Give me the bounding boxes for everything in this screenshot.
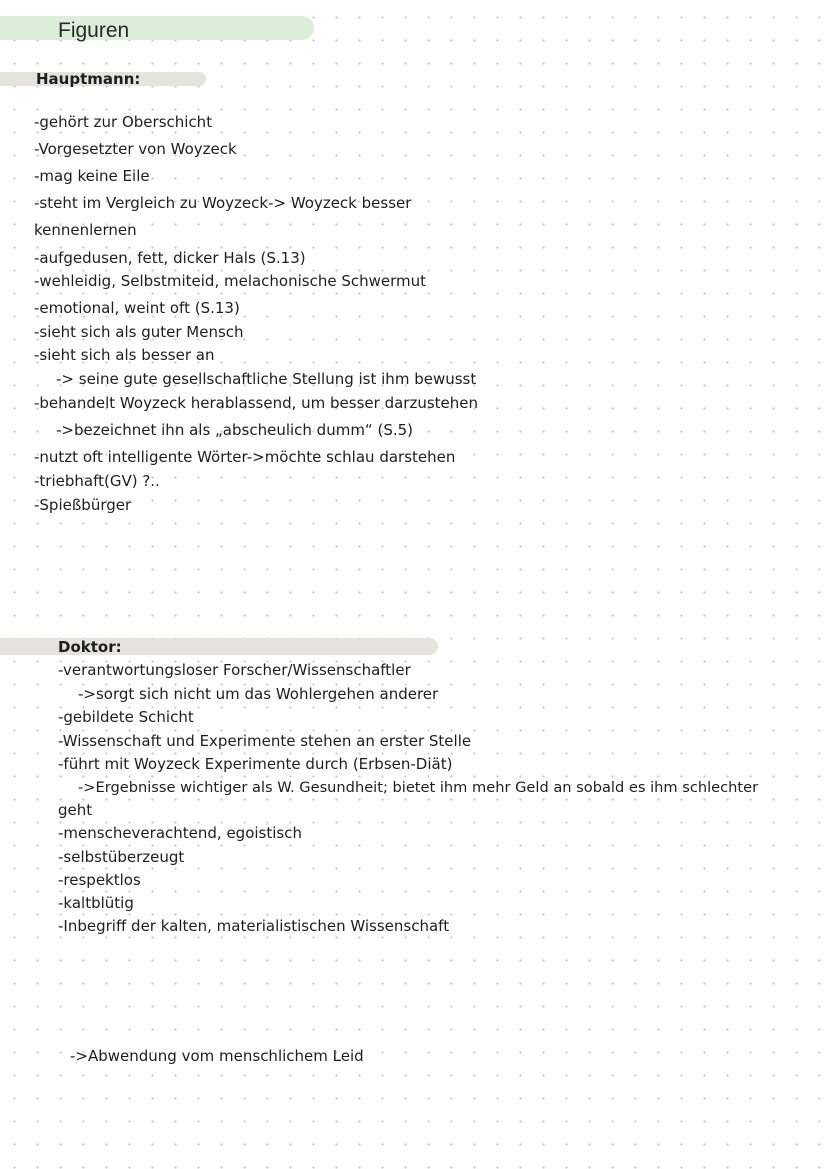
hauptmann-note: -sieht sich als guter Mensch bbox=[34, 323, 244, 341]
doktor-note: ->Ergebnisse wichtiger als W. Gesundheit; bietet ihm mehr Geld an sobald es ihm schlechter bbox=[78, 779, 759, 796]
hauptmann-note: -nutzt oft intelligente Wörter->möchte schlau darstehen bbox=[34, 448, 456, 466]
hauptmann-note: kennenlernen bbox=[34, 221, 137, 239]
hauptmann-note: -Spießbürger bbox=[34, 496, 132, 514]
hauptmann-note: -steht im Vergleich zu Woyzeck-> Woyzeck besser bbox=[34, 194, 412, 212]
hauptmann-note: ->bezeichnet ihn als „abscheulich dumm“ (S.5) bbox=[56, 421, 414, 439]
doktor-note: -kaltblütig bbox=[58, 894, 134, 912]
hauptmann-note: -wehleidig, Selbstmiteid, melachonische Schwermut bbox=[34, 272, 427, 290]
doktor-note: -selbstüberzeugt bbox=[58, 848, 185, 866]
page-title: Figuren bbox=[58, 19, 130, 42]
hauptmann-note: -> seine gute gesellschaftliche Stellung ist ihm bewusst bbox=[56, 370, 477, 388]
hauptmann-note: -behandelt Woyzeck herablassend, um besser darzustehen bbox=[34, 394, 479, 412]
doktor-note: -respektlos bbox=[58, 871, 141, 889]
hauptmann-note: -aufgedusen, fett, dicker Hals (S.13) bbox=[34, 249, 306, 267]
hauptmann-note: -sieht sich als besser an bbox=[34, 346, 215, 364]
doktor-note: -Inbegriff der kalten, materialistischen Wissenschaft bbox=[58, 917, 450, 935]
doktor-note: -verantwortungsloser Forscher/Wissenschaftler bbox=[58, 661, 411, 679]
doktor-note: -menscheverachtend, egoistisch bbox=[58, 824, 302, 842]
doktor-heading: Doktor: bbox=[58, 638, 122, 656]
hauptmann-note: -Vorgesetzter von Woyzeck bbox=[34, 140, 237, 158]
hauptmann-note: -emotional, weint oft (S.13) bbox=[34, 299, 240, 317]
doktor-conclusion: ->Abwendung vom menschlichem Leid bbox=[70, 1047, 364, 1065]
doktor-note: -Wissenschaft und Experimente stehen an erster Stelle bbox=[58, 732, 472, 750]
doktor-note: -führt mit Woyzeck Experimente durch (Erbsen-Diät) bbox=[58, 755, 453, 773]
doktor-note: geht bbox=[58, 801, 93, 819]
title-highlight bbox=[0, 16, 314, 40]
doktor-note: ->sorgt sich nicht um das Wohlergehen anderer bbox=[78, 685, 439, 703]
hauptmann-note: -gehört zur Oberschicht bbox=[34, 113, 213, 131]
doktor-note: -gebildete Schicht bbox=[58, 708, 194, 726]
hauptmann-heading: Hauptmann: bbox=[36, 70, 141, 88]
hauptmann-note: -triebhaft(GV) ?.. bbox=[34, 472, 160, 490]
hauptmann-note: -mag keine Eile bbox=[34, 167, 150, 185]
